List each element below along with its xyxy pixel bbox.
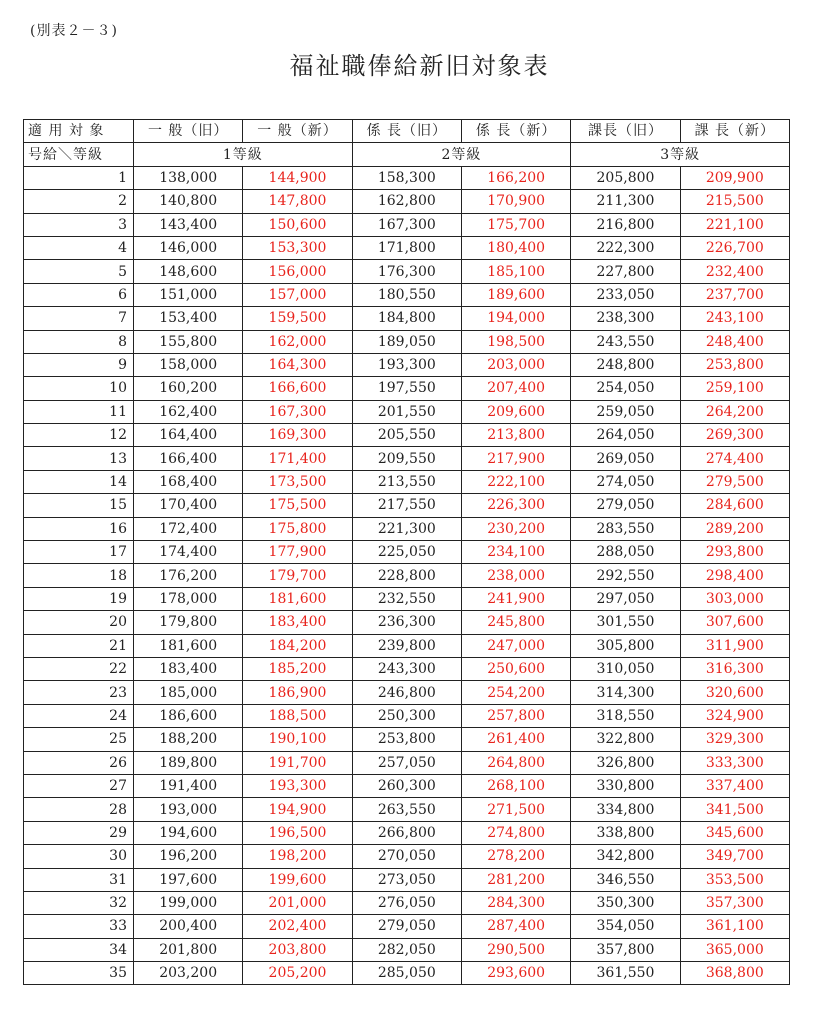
cell-kakaricho-new: 274,800 xyxy=(461,821,570,844)
cell-kakaricho-old: 205,550 xyxy=(352,424,461,447)
corner-header-bottom: 号給＼等級 xyxy=(24,143,134,166)
cell-kacho-new: 341,500 xyxy=(680,798,789,821)
cell-ippan-new: 144,900 xyxy=(243,166,352,189)
table-row xyxy=(24,774,790,797)
cell-kakaricho-old: 250,300 xyxy=(352,704,461,727)
cell-kacho-old: 264,050 xyxy=(571,424,680,447)
cell-ippan-new: 179,700 xyxy=(243,564,352,587)
cell-kakaricho-new: 226,300 xyxy=(461,494,570,517)
cell-kacho-new: 368,800 xyxy=(680,962,789,985)
cell-kacho-old: 279,050 xyxy=(571,494,680,517)
cell-kacho-new: 333,300 xyxy=(680,751,789,774)
cell-ippan-old: 183,400 xyxy=(134,657,243,680)
cell-kacho-old: 283,550 xyxy=(571,517,680,540)
table-row xyxy=(24,938,790,961)
table-row xyxy=(24,377,790,400)
cell-kacho-old: 330,800 xyxy=(571,774,680,797)
cell-ippan-new: 181,600 xyxy=(243,587,352,610)
cell-kakaricho-old: 217,550 xyxy=(352,494,461,517)
cell-kakaricho-old: 273,050 xyxy=(352,868,461,891)
cell-kacho-new: 269,300 xyxy=(680,424,789,447)
cell-kakaricho-new: 213,800 xyxy=(461,424,570,447)
cell-ippan-new: 147,800 xyxy=(243,190,352,213)
cell-ippan-new: 175,800 xyxy=(243,517,352,540)
cell-kakaricho-new: 254,200 xyxy=(461,681,570,704)
cell-kakaricho-old: 282,050 xyxy=(352,938,461,961)
cell-ippan-old: 168,400 xyxy=(134,470,243,493)
table-row xyxy=(24,260,790,283)
cell-kakaricho-old: 276,050 xyxy=(352,891,461,914)
cell-kacho-old: 326,800 xyxy=(571,751,680,774)
cell-kacho-new: 365,000 xyxy=(680,938,789,961)
cell-ippan-old: 178,000 xyxy=(134,587,243,610)
salary-comparison-table xyxy=(23,119,790,985)
cell-kakaricho-new: 284,300 xyxy=(461,891,570,914)
cell-ippan-old: 176,200 xyxy=(134,564,243,587)
cell-kacho-old: 314,300 xyxy=(571,681,680,704)
cell-ippan-old: 188,200 xyxy=(134,728,243,751)
cell-ippan-old: 162,400 xyxy=(134,400,243,423)
cell-kacho-new: 349,700 xyxy=(680,845,789,868)
cell-kacho-new: 253,800 xyxy=(680,353,789,376)
cell-kacho-old: 211,300 xyxy=(571,190,680,213)
cell-kacho-new: 293,800 xyxy=(680,541,789,564)
cell-ippan-new: 162,000 xyxy=(243,330,352,353)
cell-ippan-new: 175,500 xyxy=(243,494,352,517)
cell-ippan-old: 194,600 xyxy=(134,821,243,844)
cell-kakaricho-old: 189,050 xyxy=(352,330,461,353)
cell-kakaricho-old: 246,800 xyxy=(352,681,461,704)
cell-kacho-new: 264,200 xyxy=(680,400,789,423)
cell-ippan-new: 169,300 xyxy=(243,424,352,447)
cell-ippan-old: 196,200 xyxy=(134,845,243,868)
cell-kakaricho-old: 270,050 xyxy=(352,845,461,868)
cell-ippan-old: 200,400 xyxy=(134,915,243,938)
cell-kacho-new: 284,600 xyxy=(680,494,789,517)
cell-ippan-old: 143,400 xyxy=(134,213,243,236)
cell-ippan-old: 153,400 xyxy=(134,307,243,330)
cell-kakaricho-new: 247,000 xyxy=(461,634,570,657)
cell-kakaricho-old: 232,550 xyxy=(352,587,461,610)
cell-ippan-old: 148,600 xyxy=(134,260,243,283)
cell-ippan-new: 205,200 xyxy=(243,962,352,985)
table-row xyxy=(24,517,790,540)
cell-step-number: 9 xyxy=(24,353,134,376)
cell-kacho-new: 298,400 xyxy=(680,564,789,587)
cell-kakaricho-new: 234,100 xyxy=(461,541,570,564)
cell-kakaricho-new: 287,400 xyxy=(461,915,570,938)
cell-ippan-new: 183,400 xyxy=(243,611,352,634)
cell-ippan-old: 181,600 xyxy=(134,634,243,657)
cell-ippan-new: 203,800 xyxy=(243,938,352,961)
cell-ippan-old: 203,200 xyxy=(134,962,243,985)
cell-kakaricho-new: 170,900 xyxy=(461,190,570,213)
cell-kakaricho-new: 271,500 xyxy=(461,798,570,821)
table-row xyxy=(24,868,790,891)
cell-kacho-old: 334,800 xyxy=(571,798,680,821)
cell-kacho-new: 316,300 xyxy=(680,657,789,680)
cell-kacho-new: 361,100 xyxy=(680,915,789,938)
cell-ippan-old: 201,800 xyxy=(134,938,243,961)
cell-kacho-new: 289,200 xyxy=(680,517,789,540)
cell-kacho-new: 324,900 xyxy=(680,704,789,727)
salary-table-body xyxy=(24,166,790,985)
cell-kakaricho-old: 197,550 xyxy=(352,377,461,400)
cell-kacho-old: 269,050 xyxy=(571,447,680,470)
table-row xyxy=(24,657,790,680)
cell-kakaricho-old: 243,300 xyxy=(352,657,461,680)
table-row xyxy=(24,400,790,423)
cell-kacho-new: 279,500 xyxy=(680,470,789,493)
cell-ippan-old: 199,000 xyxy=(134,891,243,914)
cell-kakaricho-old: 263,550 xyxy=(352,798,461,821)
header-row-grades xyxy=(24,143,790,166)
cell-kakaricho-old: 213,550 xyxy=(352,470,461,493)
cell-kakaricho-new: 198,500 xyxy=(461,330,570,353)
cell-ippan-old: 151,000 xyxy=(134,283,243,306)
cell-ippan-new: 167,300 xyxy=(243,400,352,423)
table-row xyxy=(24,845,790,868)
table-row xyxy=(24,915,790,938)
cell-ippan-new: 159,500 xyxy=(243,307,352,330)
cell-step-number: 26 xyxy=(24,751,134,774)
cell-ippan-old: 191,400 xyxy=(134,774,243,797)
cell-kakaricho-old: 228,800 xyxy=(352,564,461,587)
cell-kacho-new: 243,100 xyxy=(680,307,789,330)
cell-ippan-old: 155,800 xyxy=(134,330,243,353)
cell-step-number: 15 xyxy=(24,494,134,517)
cell-kakaricho-new: 261,400 xyxy=(461,728,570,751)
cell-step-number: 21 xyxy=(24,634,134,657)
cell-kacho-old: 243,550 xyxy=(571,330,680,353)
column-header-kacho-old: 課長（旧） xyxy=(571,120,680,143)
cell-kacho-new: 329,300 xyxy=(680,728,789,751)
cell-ippan-old: 166,400 xyxy=(134,447,243,470)
cell-ippan-old: 197,600 xyxy=(134,868,243,891)
cell-kakaricho-new: 166,200 xyxy=(461,166,570,189)
cell-kacho-new: 209,900 xyxy=(680,166,789,189)
cell-kacho-old: 322,800 xyxy=(571,728,680,751)
cell-kakaricho-new: 250,600 xyxy=(461,657,570,680)
cell-ippan-old: 140,800 xyxy=(134,190,243,213)
cell-kakaricho-new: 180,400 xyxy=(461,236,570,259)
cell-step-number: 5 xyxy=(24,260,134,283)
cell-kacho-new: 274,400 xyxy=(680,447,789,470)
cell-kakaricho-old: 162,800 xyxy=(352,190,461,213)
table-row xyxy=(24,587,790,610)
cell-kacho-old: 222,300 xyxy=(571,236,680,259)
cell-ippan-new: 201,000 xyxy=(243,891,352,914)
column-header-ippan-old: 一 般（旧） xyxy=(134,120,243,143)
table-row xyxy=(24,962,790,985)
cell-kakaricho-new: 203,000 xyxy=(461,353,570,376)
cell-kacho-new: 357,300 xyxy=(680,891,789,914)
table-row xyxy=(24,891,790,914)
grade-header-3: 3等級 xyxy=(571,143,790,166)
cell-ippan-old: 146,000 xyxy=(134,236,243,259)
cell-ippan-old: 158,000 xyxy=(134,353,243,376)
cell-step-number: 35 xyxy=(24,962,134,985)
table-row xyxy=(24,751,790,774)
cell-ippan-new: 193,300 xyxy=(243,774,352,797)
cell-kacho-old: 274,050 xyxy=(571,470,680,493)
cell-step-number: 4 xyxy=(24,236,134,259)
cell-ippan-new: 177,900 xyxy=(243,541,352,564)
cell-ippan-new: 188,500 xyxy=(243,704,352,727)
cell-ippan-new: 191,700 xyxy=(243,751,352,774)
cell-kacho-old: 354,050 xyxy=(571,915,680,938)
cell-ippan-new: 166,600 xyxy=(243,377,352,400)
cell-kakaricho-old: 209,550 xyxy=(352,447,461,470)
cell-step-number: 22 xyxy=(24,657,134,680)
cell-kakaricho-new: 207,400 xyxy=(461,377,570,400)
cell-ippan-new: 196,500 xyxy=(243,821,352,844)
cell-kacho-old: 346,550 xyxy=(571,868,680,891)
cell-step-number: 18 xyxy=(24,564,134,587)
header-row-columns xyxy=(24,120,790,143)
cell-ippan-old: 189,800 xyxy=(134,751,243,774)
cell-kakaricho-old: 193,300 xyxy=(352,353,461,376)
column-header-ippan-new: 一 般（新） xyxy=(243,120,352,143)
cell-ippan-old: 170,400 xyxy=(134,494,243,517)
cell-step-number: 31 xyxy=(24,868,134,891)
cell-step-number: 33 xyxy=(24,915,134,938)
cell-step-number: 24 xyxy=(24,704,134,727)
cell-ippan-new: 198,200 xyxy=(243,845,352,868)
cell-step-number: 34 xyxy=(24,938,134,961)
cell-kacho-old: 350,300 xyxy=(571,891,680,914)
cell-ippan-new: 185,200 xyxy=(243,657,352,680)
cell-kacho-old: 216,800 xyxy=(571,213,680,236)
cell-kacho-old: 301,550 xyxy=(571,611,680,634)
table-row xyxy=(24,728,790,751)
cell-step-number: 29 xyxy=(24,821,134,844)
cell-kakaricho-new: 290,500 xyxy=(461,938,570,961)
cell-kacho-old: 248,800 xyxy=(571,353,680,376)
corner-header-top: 適 用 対 象 xyxy=(24,120,134,143)
cell-step-number: 13 xyxy=(24,447,134,470)
grade-header-1: 1等級 xyxy=(134,143,353,166)
cell-ippan-new: 157,000 xyxy=(243,283,352,306)
cell-kacho-new: 232,400 xyxy=(680,260,789,283)
cell-kakaricho-old: 253,800 xyxy=(352,728,461,751)
cell-ippan-new: 164,300 xyxy=(243,353,352,376)
cell-step-number: 6 xyxy=(24,283,134,306)
cell-ippan-old: 193,000 xyxy=(134,798,243,821)
cell-ippan-new: 194,900 xyxy=(243,798,352,821)
cell-kacho-old: 310,050 xyxy=(571,657,680,680)
cell-step-number: 20 xyxy=(24,611,134,634)
cell-kacho-new: 303,000 xyxy=(680,587,789,610)
cell-ippan-new: 190,100 xyxy=(243,728,352,751)
grade-header-2: 2等級 xyxy=(352,143,571,166)
cell-step-number: 1 xyxy=(24,166,134,189)
cell-kakaricho-new: 281,200 xyxy=(461,868,570,891)
cell-ippan-old: 179,800 xyxy=(134,611,243,634)
cell-kakaricho-new: 230,200 xyxy=(461,517,570,540)
cell-kacho-old: 292,550 xyxy=(571,564,680,587)
cell-kakaricho-new: 241,900 xyxy=(461,587,570,610)
table-row xyxy=(24,470,790,493)
cell-kacho-old: 342,800 xyxy=(571,845,680,868)
cell-kakaricho-old: 176,300 xyxy=(352,260,461,283)
cell-ippan-old: 138,000 xyxy=(134,166,243,189)
cell-kacho-old: 318,550 xyxy=(571,704,680,727)
cell-kakaricho-old: 221,300 xyxy=(352,517,461,540)
cell-step-number: 23 xyxy=(24,681,134,704)
cell-kakaricho-old: 257,050 xyxy=(352,751,461,774)
cell-kacho-new: 311,900 xyxy=(680,634,789,657)
cell-kacho-old: 254,050 xyxy=(571,377,680,400)
cell-kacho-old: 233,050 xyxy=(571,283,680,306)
cell-kacho-old: 297,050 xyxy=(571,587,680,610)
cell-ippan-new: 173,500 xyxy=(243,470,352,493)
cell-kakaricho-new: 264,800 xyxy=(461,751,570,774)
cell-ippan-old: 174,400 xyxy=(134,541,243,564)
cell-step-number: 17 xyxy=(24,541,134,564)
cell-kakaricho-new: 257,800 xyxy=(461,704,570,727)
cell-ippan-old: 186,600 xyxy=(134,704,243,727)
cell-kacho-new: 248,400 xyxy=(680,330,789,353)
table-row xyxy=(24,798,790,821)
cell-kakaricho-new: 278,200 xyxy=(461,845,570,868)
cell-kacho-new: 320,600 xyxy=(680,681,789,704)
cell-kacho-old: 205,800 xyxy=(571,166,680,189)
cell-ippan-new: 171,400 xyxy=(243,447,352,470)
cell-step-number: 11 xyxy=(24,400,134,423)
cell-kakaricho-new: 268,100 xyxy=(461,774,570,797)
cell-step-number: 19 xyxy=(24,587,134,610)
column-header-kakaricho-new: 係 長（新） xyxy=(461,120,570,143)
cell-kacho-old: 357,800 xyxy=(571,938,680,961)
cell-kakaricho-new: 293,600 xyxy=(461,962,570,985)
cell-ippan-new: 150,600 xyxy=(243,213,352,236)
cell-ippan-new: 156,000 xyxy=(243,260,352,283)
table-row xyxy=(24,821,790,844)
cell-ippan-new: 199,600 xyxy=(243,868,352,891)
cell-kakaricho-old: 167,300 xyxy=(352,213,461,236)
column-header-kacho-new: 課 長（新） xyxy=(680,120,789,143)
cell-ippan-new: 186,900 xyxy=(243,681,352,704)
cell-step-number: 25 xyxy=(24,728,134,751)
cell-step-number: 32 xyxy=(24,891,134,914)
table-row xyxy=(24,564,790,587)
table-row xyxy=(24,494,790,517)
cell-ippan-old: 172,400 xyxy=(134,517,243,540)
table-row xyxy=(24,353,790,376)
table-row xyxy=(24,424,790,447)
cell-ippan-old: 160,200 xyxy=(134,377,243,400)
cell-step-number: 7 xyxy=(24,307,134,330)
cell-kakaricho-old: 266,800 xyxy=(352,821,461,844)
cell-ippan-old: 185,000 xyxy=(134,681,243,704)
cell-step-number: 3 xyxy=(24,213,134,236)
cell-step-number: 30 xyxy=(24,845,134,868)
cell-kakaricho-new: 189,600 xyxy=(461,283,570,306)
cell-kakaricho-old: 279,050 xyxy=(352,915,461,938)
cell-step-number: 14 xyxy=(24,470,134,493)
column-header-kakaricho-old: 係 長（旧） xyxy=(352,120,461,143)
table-row xyxy=(24,330,790,353)
cell-kakaricho-old: 236,300 xyxy=(352,611,461,634)
cell-step-number: 28 xyxy=(24,798,134,821)
cell-kakaricho-new: 209,600 xyxy=(461,400,570,423)
cell-step-number: 10 xyxy=(24,377,134,400)
table-row xyxy=(24,190,790,213)
cell-kacho-new: 226,700 xyxy=(680,236,789,259)
cell-kakaricho-old: 180,550 xyxy=(352,283,461,306)
table-row xyxy=(24,283,790,306)
cell-kacho-old: 238,300 xyxy=(571,307,680,330)
cell-step-number: 12 xyxy=(24,424,134,447)
table-row xyxy=(24,447,790,470)
cell-kacho-old: 361,550 xyxy=(571,962,680,985)
cell-kacho-new: 353,500 xyxy=(680,868,789,891)
cell-kakaricho-new: 194,000 xyxy=(461,307,570,330)
cell-kakaricho-old: 260,300 xyxy=(352,774,461,797)
table-row xyxy=(24,611,790,634)
cell-kakaricho-new: 238,000 xyxy=(461,564,570,587)
cell-ippan-new: 184,200 xyxy=(243,634,352,657)
cell-kakaricho-new: 222,100 xyxy=(461,470,570,493)
table-row xyxy=(24,166,790,189)
cell-step-number: 27 xyxy=(24,774,134,797)
cell-kakaricho-old: 171,800 xyxy=(352,236,461,259)
cell-kakaricho-new: 245,800 xyxy=(461,611,570,634)
cell-ippan-new: 153,300 xyxy=(243,236,352,259)
table-row xyxy=(24,541,790,564)
cell-kakaricho-old: 225,050 xyxy=(352,541,461,564)
cell-kacho-new: 221,100 xyxy=(680,213,789,236)
cell-ippan-new: 202,400 xyxy=(243,915,352,938)
cell-kacho-new: 259,100 xyxy=(680,377,789,400)
cell-kacho-new: 337,400 xyxy=(680,774,789,797)
cell-kacho-old: 259,050 xyxy=(571,400,680,423)
cell-kakaricho-old: 201,550 xyxy=(352,400,461,423)
cell-kacho-new: 307,600 xyxy=(680,611,789,634)
cell-ippan-old: 164,400 xyxy=(134,424,243,447)
table-row xyxy=(24,236,790,259)
cell-kacho-old: 338,800 xyxy=(571,821,680,844)
table-row xyxy=(24,307,790,330)
cell-kakaricho-new: 175,700 xyxy=(461,213,570,236)
table-row xyxy=(24,634,790,657)
cell-kakaricho-old: 158,300 xyxy=(352,166,461,189)
cell-kakaricho-new: 185,100 xyxy=(461,260,570,283)
cell-kacho-new: 215,500 xyxy=(680,190,789,213)
table-annex-note: (別表２－３) xyxy=(30,23,118,39)
cell-kakaricho-old: 285,050 xyxy=(352,962,461,985)
cell-kacho-old: 305,800 xyxy=(571,634,680,657)
cell-kacho-new: 345,600 xyxy=(680,821,789,844)
cell-kacho-old: 288,050 xyxy=(571,541,680,564)
cell-step-number: 8 xyxy=(24,330,134,353)
cell-step-number: 16 xyxy=(24,517,134,540)
cell-kakaricho-new: 217,900 xyxy=(461,447,570,470)
page-title: 福祉職俸給新旧対象表 xyxy=(289,52,550,80)
table-row xyxy=(24,213,790,236)
cell-step-number: 2 xyxy=(24,190,134,213)
cell-kacho-old: 227,800 xyxy=(571,260,680,283)
cell-kakaricho-old: 184,800 xyxy=(352,307,461,330)
table-row xyxy=(24,704,790,727)
cell-kakaricho-old: 239,800 xyxy=(352,634,461,657)
cell-kacho-new: 237,700 xyxy=(680,283,789,306)
table-row xyxy=(24,681,790,704)
